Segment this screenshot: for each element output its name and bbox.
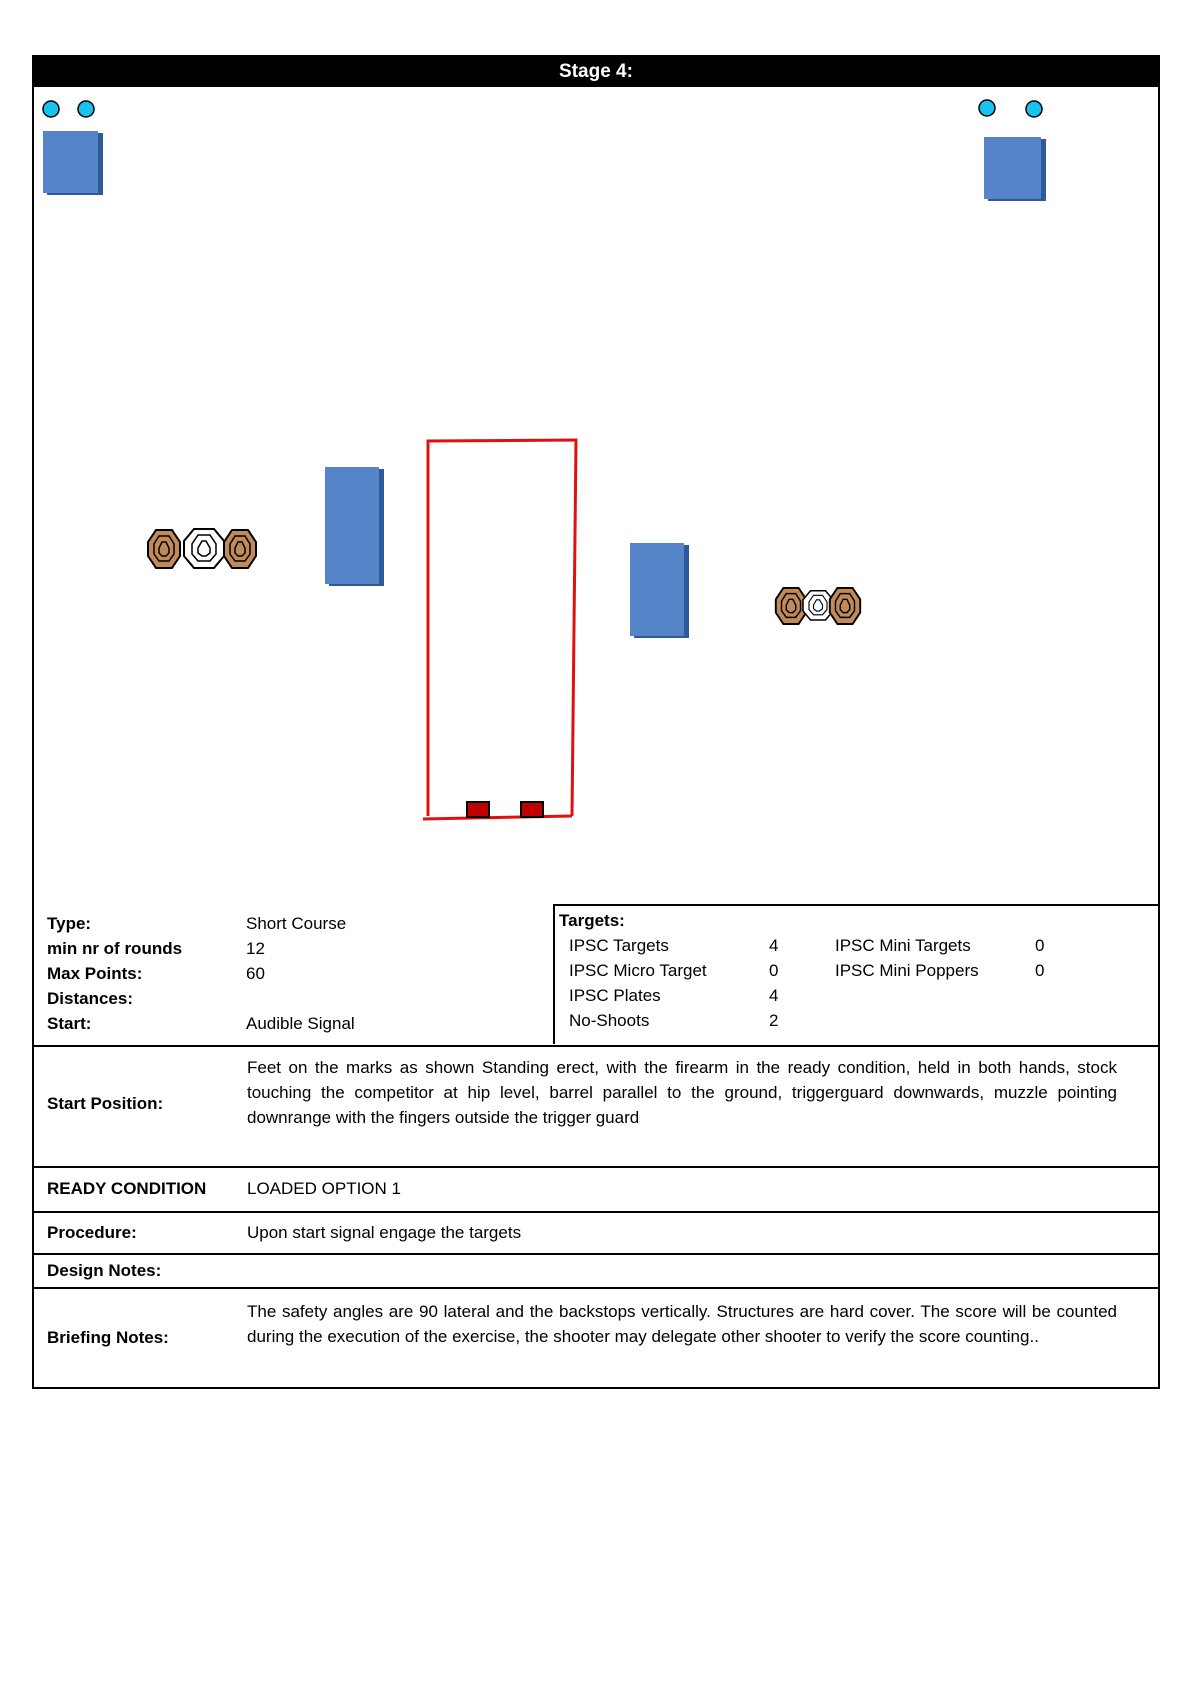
target-name: IPSC Micro Target: [569, 961, 707, 980]
ready-condition-row: [34, 1166, 1158, 1211]
procedure-row: [34, 1211, 1158, 1253]
targets-title: Targets:: [559, 911, 625, 930]
type-value: Short Course: [246, 914, 347, 933]
distances-label: Distances:: [47, 989, 133, 1008]
no-shoot-target: [803, 591, 833, 620]
target-count: 0: [1035, 936, 1045, 955]
target-name: IPSC Mini Poppers: [835, 961, 979, 980]
target-name: IPSC Targets: [569, 936, 669, 955]
briefing-notes-label: Briefing Notes:: [47, 1328, 169, 1347]
stage-details: [34, 907, 554, 1045]
targets-panel: [553, 904, 1160, 1044]
shooting-box: [428, 440, 576, 816]
fault-line: [423, 816, 572, 819]
procedure-label: Procedure:: [47, 1223, 137, 1242]
target-name: IPSC Mini Targets: [835, 936, 971, 955]
briefing-notes-text: The safety angles are 90 lateral and the backstops vertically. Structures are hard cover. The score will be counted during the execution of the exercise, the shooter may delegate other shooter to verify the score counting..: [247, 1302, 1117, 1346]
steel-plate: [78, 101, 94, 117]
steel-plate: [43, 101, 59, 117]
ipsc-target: [776, 588, 806, 624]
stage-info: [34, 907, 1158, 1045]
type-label: Type:: [47, 914, 92, 933]
procedure-text: Upon start signal engage the targets: [247, 1223, 522, 1242]
points-label: Max Points:: [47, 964, 143, 983]
no-shoot-target: [184, 529, 224, 568]
foot-mark: [467, 802, 489, 817]
wall: [984, 137, 1046, 201]
target-count: 0: [1035, 961, 1045, 980]
start-value: Audible Signal: [246, 1014, 355, 1033]
ready-condition-text: LOADED OPTION 1: [247, 1179, 401, 1198]
briefing-notes-row: [34, 1287, 1158, 1387]
stage-diagram-svg: [34, 87, 1158, 907]
points-value: 60: [246, 964, 265, 983]
target-name: No-Shoots: [569, 1011, 650, 1030]
target-count: 4: [769, 936, 779, 955]
stage-title: Stage 4:: [34, 57, 1158, 87]
target-name: IPSC Plates: [569, 986, 661, 1005]
wall: [43, 131, 103, 195]
start-position-label: Start Position:: [47, 1094, 164, 1113]
start-label: Start:: [47, 1014, 92, 1033]
ready-condition-label: READY CONDITION: [47, 1179, 207, 1198]
design-notes-label: Design Notes:: [47, 1261, 162, 1280]
design-notes-row: [34, 1253, 1158, 1287]
target-count: 4: [769, 986, 779, 1005]
start-position-text: Feet on the marks as shown Standing erect, with the firearm in the ready condition, held in both hands, stock touching the competitor at hip level, barrel parallel to the ground, triggerguard downwards, muzzle pointing downrange with the fingers outside the trigger guard: [247, 1058, 1117, 1127]
rounds-label: min nr of rounds: [47, 939, 183, 958]
start-position-row: [34, 1045, 1158, 1166]
ipsc-target: [830, 588, 860, 624]
steel-plate: [979, 100, 995, 116]
stage-diagram: [34, 87, 1158, 907]
target-count: 2: [769, 1011, 779, 1030]
rounds-value: 12: [246, 939, 265, 958]
stage-sheet: [32, 55, 1160, 1389]
wall: [325, 467, 384, 586]
wall: [630, 543, 689, 638]
target-count: 0: [769, 961, 779, 980]
steel-plate: [1026, 101, 1042, 117]
ipsc-target: [224, 530, 256, 568]
foot-mark: [521, 802, 543, 817]
ipsc-target: [148, 530, 180, 568]
